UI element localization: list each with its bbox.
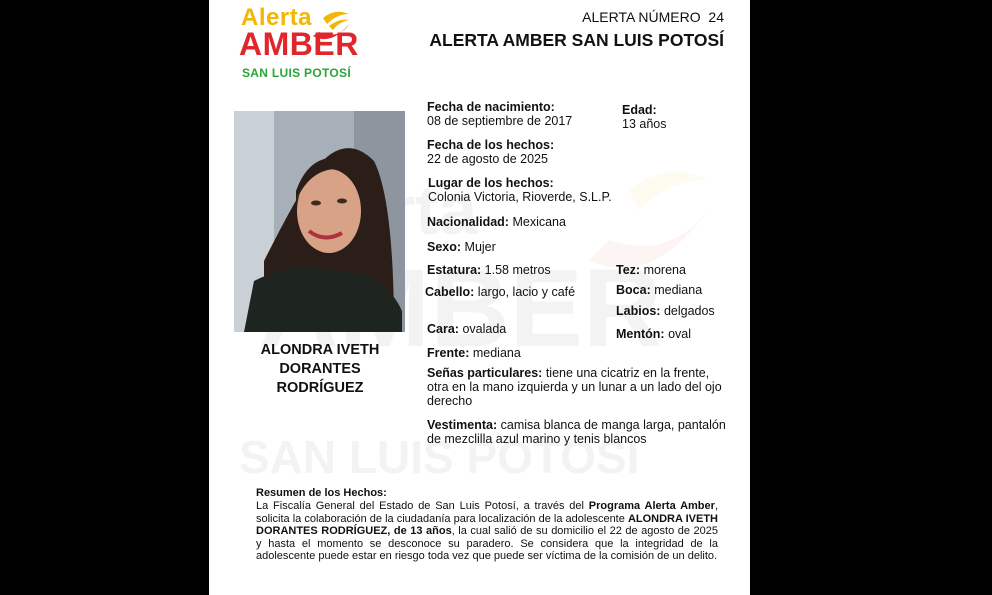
summary-text-3: , la cual salió de su domicilio el 22 de agosto de 2025 y hasta el momento se desconoce su paradero. Se considera que la integridad de la adolescente puede estar en riesgo toda vez que puede ser víctima de la comisión de un delito. — [256, 525, 718, 563]
logo-alerta-text: Alerta — [241, 4, 313, 31]
event-date-value: 22 de agosto de 2025 — [427, 152, 548, 166]
clothing-value-2: de mezclilla azul marino y tenis blancos — [427, 432, 647, 446]
summary-bold-program: Programa Alerta Amber — [588, 500, 715, 512]
face — [427, 322, 506, 336]
nationality — [427, 215, 566, 229]
lips-label: Labios: — [616, 304, 661, 318]
skin-label: Tez: — [616, 263, 641, 277]
lips-value: delgados — [663, 304, 715, 318]
forehead-value: mediana — [472, 346, 521, 360]
logo-moon-icon — [309, 6, 353, 46]
mouth-value: mediana — [654, 283, 703, 297]
height — [427, 263, 551, 277]
mouth — [616, 283, 702, 297]
logo-amber-text: AMBER — [239, 26, 359, 62]
summary-text-2: , solicita la colaboración de la ciudadanía para localización de la adolescente — [256, 500, 718, 525]
sex — [427, 240, 496, 254]
event-date — [427, 138, 554, 166]
clothing — [427, 418, 727, 446]
chin — [616, 327, 691, 341]
event-place-label: Lugar de los hechos: — [428, 176, 554, 190]
watermark-moon-icon — [569, 150, 729, 300]
alert-poster — [209, 0, 750, 595]
event-place — [428, 176, 612, 204]
alerta-amber-logo — [209, 0, 359, 90]
age — [622, 103, 666, 131]
nationality-label: Nacionalidad: — [427, 215, 509, 229]
birth-date — [427, 100, 572, 128]
summary-title: Resumen de los Hechos: — [256, 487, 387, 499]
distinguishing-marks — [427, 366, 727, 408]
height-label: Estatura: — [427, 263, 482, 277]
summary-section — [256, 487, 718, 563]
face-value: ovalada — [462, 322, 507, 336]
chin-value: oval — [668, 327, 692, 341]
forehead-label: Frente: — [427, 346, 470, 360]
nationality-value: Mexicana — [512, 215, 566, 229]
clothing-label: Vestimenta: — [427, 418, 498, 432]
person-name — [229, 341, 411, 398]
summary-paragraph — [256, 500, 718, 563]
clothing-value-1: camisa blanca de manga larga, pantalón — [500, 418, 726, 432]
skin-value: morena — [643, 263, 686, 277]
hair-label: Cabello: — [425, 285, 475, 299]
alert-number: ALERTA NÚMERO 24 — [582, 9, 724, 25]
page-title: ALERTA AMBER SAN LUIS POTOSÍ — [429, 30, 724, 50]
forehead — [427, 346, 521, 360]
summary-text-1: La Fiscalía General del Estado de San Luis Potosí, a través del — [256, 500, 589, 512]
name-line-1: ALONDRA IVETH — [260, 342, 380, 358]
marks-value-3: derecho — [427, 394, 473, 408]
face-label: Cara: — [427, 322, 459, 336]
marks-label: Señas particulares: — [427, 366, 543, 380]
chin-label: Mentón: — [616, 327, 665, 341]
event-date-label: Fecha de los hechos: — [427, 138, 555, 152]
name-line-2: DORANTES — [279, 361, 361, 377]
portrait-image — [234, 111, 405, 332]
mouth-label: Boca: — [616, 283, 651, 297]
sex-label: Sexo: — [427, 240, 462, 254]
birth-value: 08 de septiembre de 2017 — [427, 114, 573, 128]
missing-person-photo — [234, 111, 405, 332]
logo-san-luis-text: SAN LUIS POTOSÍ — [242, 66, 351, 80]
age-label: Edad: — [622, 103, 657, 117]
sex-value: Mujer — [464, 240, 496, 254]
event-place-value: Colonia Victoria, Rioverde, S.L.P. — [428, 190, 612, 204]
name-line-3: RODRÍGUEZ — [276, 380, 364, 396]
birth-label: Fecha de nacimiento: — [427, 100, 555, 114]
hair — [425, 285, 575, 299]
skin — [616, 263, 686, 277]
marks-value-1: tiene una cicatriz en la frente, — [545, 366, 710, 380]
age-value: 13 años — [622, 117, 667, 131]
height-value: 1.58 metros — [484, 263, 551, 277]
hair-value: largo, lacio y café — [477, 285, 576, 299]
marks-value-2: otra en la mano izquierda y un lunar a un lado del ojo — [427, 380, 722, 394]
summary-bold-name: ALONDRA IVETH DORANTES RODRÍGUEZ, de 13 años — [256, 512, 718, 538]
lips — [616, 304, 715, 318]
